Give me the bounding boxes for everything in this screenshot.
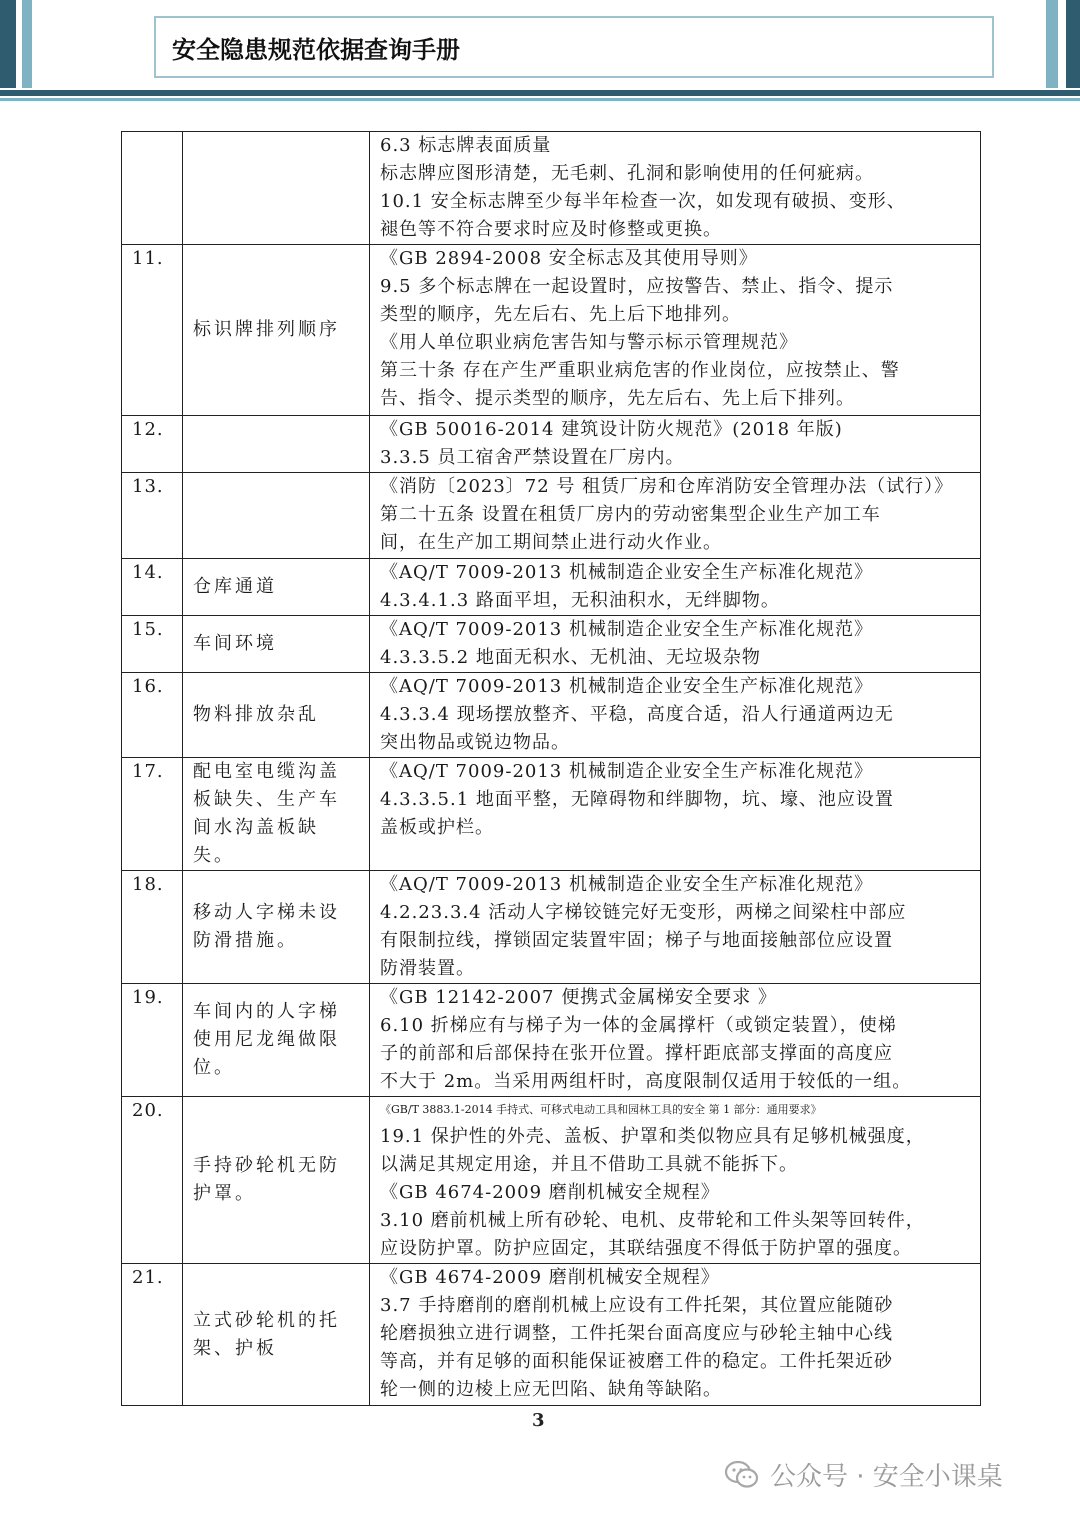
basis-line: 《AQ/T 7009-2013 机械制造企业安全生产标准化规范》	[380, 761, 873, 782]
header-rule-thin	[0, 98, 1080, 101]
standard-basis	[370, 673, 981, 758]
standard-basis	[370, 871, 981, 984]
table-row	[122, 1097, 981, 1264]
basis-line: 《消防〔2023〕72 号 租赁厂房和仓库消防安全管理办法（试行）》	[380, 476, 954, 497]
header-bar-right-dark	[1066, 0, 1080, 88]
basis-line: 3.10 磨前机械上所有砂轮、电机、皮带轮和工件头架等回转件，	[380, 1210, 925, 1231]
basis-line: 9.5 多个标志牌在一起设置时，应按警告、禁止、指令、提示	[380, 276, 894, 297]
basis-line: 第三十条 存在产生严重职业病危害的作业岗位，应按禁止、警	[380, 360, 900, 381]
table-row	[122, 871, 981, 984]
table-row	[122, 616, 981, 673]
hazard-item: 移动人字梯未设防滑措施。	[183, 871, 370, 984]
basis-line: 3.3.5 员工宿舍严禁设置在厂房内。	[380, 447, 685, 468]
hazard-item	[183, 473, 370, 559]
basis-line: 间，在生产加工期间禁止进行动火作业。	[380, 532, 722, 553]
row-number: 13.	[122, 473, 183, 559]
table-row	[122, 758, 981, 871]
basis-line: 告、指令、提示类型的顺序，先左后右、先上后下排列。	[380, 388, 855, 409]
hazard-item: 立式砂轮机的托架、护板	[183, 1264, 370, 1406]
row-number: 12.	[122, 416, 183, 473]
basis-line: 《AQ/T 7009-2013 机械制造企业安全生产标准化规范》	[380, 676, 873, 697]
table-row	[122, 132, 981, 245]
header-bar-left-light	[22, 0, 32, 88]
watermark	[724, 1456, 1003, 1493]
row-number: 16.	[122, 673, 183, 758]
row-number: 18.	[122, 871, 183, 984]
basis-line: 突出物品或锐边物品。	[380, 732, 570, 753]
basis-line: 等高，并有足够的面积能保证被磨工件的稳定。工件托架近砂	[380, 1351, 893, 1372]
basis-line: 6.10 折梯应有与梯子为一体的金属撑杆（或锁定装置），使梯	[380, 1015, 897, 1036]
table-row	[122, 245, 981, 416]
standard-basis	[370, 1097, 981, 1264]
standard-basis	[370, 758, 981, 871]
standard-basis	[370, 984, 981, 1097]
basis-line: 轮一侧的边棱上应无凹陷、缺角等缺陷。	[380, 1379, 722, 1400]
basis-line: 6.3 标志牌表面质量	[380, 135, 552, 156]
basis-line: 以满足其规定用途，并且不借助工具就不能拆下。	[380, 1154, 798, 1175]
basis-line: 《GB 4674-2009 磨削机械安全规程》	[380, 1267, 720, 1288]
table-row	[122, 673, 981, 758]
table-row	[122, 473, 981, 559]
basis-line: 有限制拉线，撑锁固定装置牢固；梯子与地面接触部位应设置	[380, 930, 893, 951]
basis-line: 《GB 50016-2014 建筑设计防火规范》(2018 年版)	[380, 419, 843, 440]
row-number: 15.	[122, 616, 183, 673]
wechat-icon	[724, 1460, 760, 1490]
basis-line: 《AQ/T 7009-2013 机械制造企业安全生产标准化规范》	[380, 874, 873, 895]
standard-basis	[370, 132, 981, 245]
hazard-item: 车间环境	[183, 616, 370, 673]
header-bar-right-light	[1046, 0, 1058, 88]
hazard-item: 仓库通道	[183, 559, 370, 616]
standard-basis	[370, 616, 981, 673]
basis-line: 《GB 12142-2007 便携式金属梯安全要求 》	[380, 987, 777, 1008]
document-title: 安全隐患规范依据查询手册	[172, 36, 460, 64]
table-row	[122, 416, 981, 473]
basis-line: 第二十五条 设置在租赁厂房内的劳动密集型企业生产加工车	[380, 504, 881, 525]
header-box	[154, 16, 994, 78]
basis-line: 4.3.3.5.2 地面无积水、无机油、无垃圾杂物	[380, 647, 761, 668]
basis-line: 轮磨损独立进行调整，工件托架台面高度应与砂轮主轴中心线	[380, 1323, 893, 1344]
basis-line: 不大于 2m。当采用两组杆时，高度限制仅适用于较低的一组。	[380, 1071, 912, 1092]
watermark-text: 公众号 · 安全小课桌	[770, 1462, 1003, 1492]
basis-line: 10.1 安全标志牌至少每半年检查一次，如发现有破损、变形、	[380, 191, 906, 212]
row-number: 17.	[122, 758, 183, 871]
basis-line: 4.3.4.1.3 路面平坦，无积油积水，无绊脚物。	[380, 590, 780, 611]
page-number: 3	[532, 1410, 545, 1431]
hazard-item: 车间内的人字梯使用尼龙绳做限位。	[183, 984, 370, 1097]
hazard-item: 手持砂轮机无防护罩。	[183, 1097, 370, 1264]
basis-line: 盖板或护栏。	[380, 817, 494, 838]
row-number: 14.	[122, 559, 183, 616]
row-number: 21.	[122, 1264, 183, 1406]
basis-line: 子的前部和后部保持在张开位置。撑杆距底部支撑面的高度应	[380, 1043, 893, 1064]
hazard-item: 配电室电缆沟盖板缺失、生产车间水沟盖板缺失。	[183, 758, 370, 871]
basis-line: 《GB 2894-2008 安全标志及其使用导则》	[380, 248, 758, 269]
standard-basis	[370, 559, 981, 616]
standard-basis	[370, 416, 981, 473]
header-rule-thick	[0, 90, 1080, 96]
basis-line: 标志牌应图形清楚，无毛刺、孔洞和影响使用的任何疵病。	[380, 163, 874, 184]
standard-basis	[370, 473, 981, 559]
basis-line: 《AQ/T 7009-2013 机械制造企业安全生产标准化规范》	[380, 619, 873, 640]
hazard-item: 标识牌排列顺序	[183, 245, 370, 416]
basis-line: 褪色等不符合要求时应及时修整或更换。	[380, 219, 722, 240]
standard-basis	[370, 1264, 981, 1406]
standard-basis	[370, 245, 981, 416]
basis-line: 《AQ/T 7009-2013 机械制造企业安全生产标准化规范》	[380, 562, 873, 583]
basis-line: 《GB 4674-2009 磨削机械安全规程》	[380, 1182, 720, 1203]
hazard-item	[183, 132, 370, 245]
row-number: 19.	[122, 984, 183, 1097]
row-number	[122, 132, 183, 245]
hazard-item	[183, 416, 370, 473]
basis-line: 4.2.23.3.4 活动人字梯铰链完好无变形，两梯之间梁柱中部应	[380, 902, 907, 923]
header-bar-left-dark	[0, 0, 16, 88]
row-number: 11.	[122, 245, 183, 416]
basis-line: 类型的顺序，先左后右、先上后下地排列。	[380, 304, 741, 325]
basis-line: 应设防护罩。防护应固定，其联结强度不得低于防护罩的强度。	[380, 1238, 912, 1259]
row-number: 20.	[122, 1097, 183, 1264]
table-row	[122, 984, 981, 1097]
table-row	[122, 559, 981, 616]
basis-line: 4.3.3.5.1 地面平整，无障碍物和绊脚物，坑、壕、池应设置	[380, 789, 894, 810]
basis-line: 3.7 手持磨削的磨削机械上应设有工件托架，其位置应能随砂	[380, 1295, 894, 1316]
basis-line: 防滑装置。	[380, 958, 475, 979]
standard-reference-small: 《GB/T 3883.1-2014 手持式、可移式电动工具和园林工具的安全 第 1 部分：通用要求》	[380, 1103, 822, 1116]
basis-line: 19.1 保护性的外壳、盖板、护罩和类似物应具有足够机械强度，	[380, 1126, 925, 1147]
basis-line: 4.3.3.4 现场摆放整齐、平稳，高度合适，沿人行通道两边无	[380, 704, 894, 725]
hazard-item: 物料排放杂乱	[183, 673, 370, 758]
hazard-standards-table	[121, 131, 981, 1406]
table-row	[122, 1264, 981, 1406]
basis-line: 《用人单位职业病危害告知与警示标示管理规范》	[380, 332, 798, 353]
